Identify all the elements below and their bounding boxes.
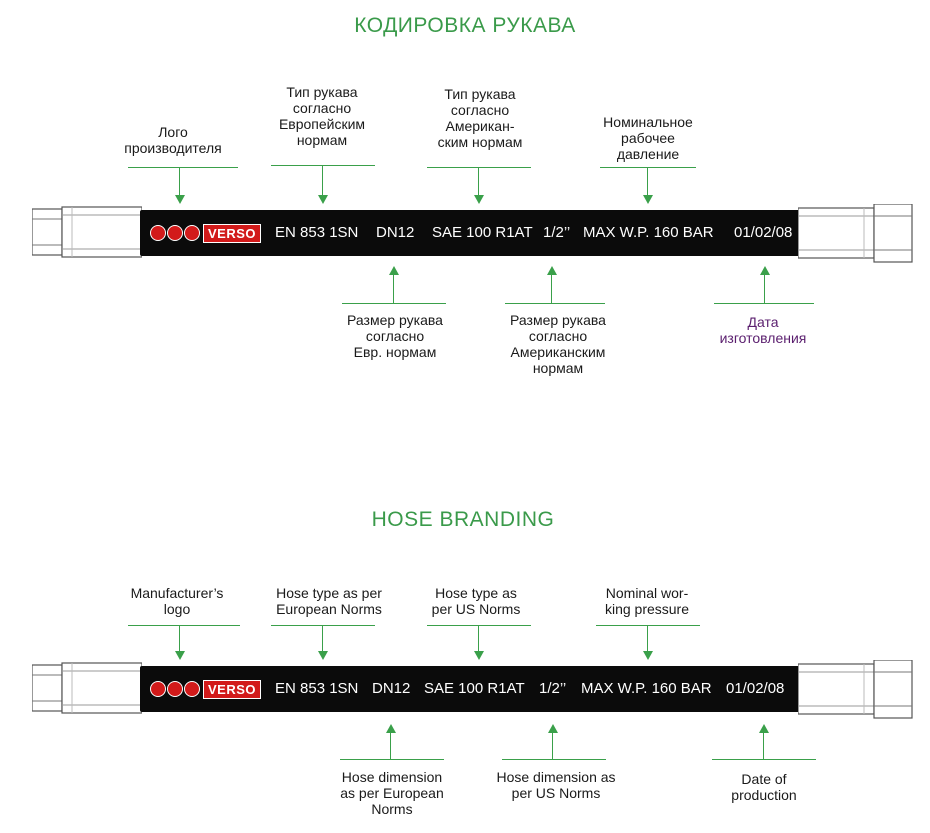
hose-date: 01/02/08: [734, 224, 793, 241]
arrow-down-icon: [175, 195, 185, 204]
hose-dn: DN12: [372, 680, 411, 697]
arrow-down-icon: [318, 651, 328, 660]
connector-line: [712, 759, 816, 760]
connector-line: [342, 303, 446, 304]
connector-line: [390, 733, 391, 759]
hose-pressure: MAX W.P. 160 BAR: [583, 224, 714, 241]
connector-line: [271, 165, 375, 166]
label-pressure-ru: Номинальное рабочее давление: [603, 114, 693, 162]
logo-dot-icon: [184, 225, 200, 241]
arrow-down-icon: [318, 195, 328, 204]
logo-dot-icon: [150, 681, 166, 697]
arrow-up-icon: [389, 266, 399, 275]
connector-line: [647, 167, 648, 195]
label-eu-type-en: Hose type as per European Norms: [276, 585, 382, 617]
label-eu-type-ru: Тип рукава согласно Европейским нормам: [278, 84, 366, 148]
label-logo-en: Manufacturer’s logo: [130, 585, 224, 617]
left-fitting: [32, 205, 142, 266]
right-fitting: [798, 660, 916, 725]
hose-body: [140, 666, 800, 712]
connector-line: [647, 625, 648, 651]
hose-sae: SAE 100 R1AT: [432, 224, 533, 241]
title-ru: КОДИРОВКА РУКАВА: [354, 14, 576, 37]
arrow-up-icon: [548, 724, 558, 733]
logo-text: VERSO: [203, 680, 261, 699]
label-us-size-en: Hose dimension as per US Norms: [496, 769, 616, 801]
label-us-size-ru: Размер рукава согласно Американским нормам: [510, 312, 606, 376]
connector-line: [179, 625, 180, 651]
title-en: HOSE BRANDING: [371, 508, 555, 531]
left-fitting: [32, 661, 142, 722]
hose-body: [140, 210, 800, 256]
connector-line: [128, 625, 240, 626]
hose-size: 1/2’’: [539, 680, 567, 697]
label-us-type-ru: Тип рукава согласно Американ- ским нормам: [437, 86, 523, 150]
arrow-down-icon: [643, 195, 653, 204]
connector-line: [179, 167, 180, 195]
connector-line: [478, 167, 479, 195]
label-eu-size-en: Hose dimension as per European Norms: [340, 769, 444, 817]
connector-line: [552, 733, 553, 759]
logo-dot-icon: [167, 681, 183, 697]
arrow-down-icon: [175, 651, 185, 660]
connector-line: [340, 759, 444, 760]
arrow-down-icon: [474, 195, 484, 204]
hose-en-norm: EN 853 1SN: [275, 224, 359, 241]
label-logo-ru: Лого производителя: [124, 124, 222, 156]
label-pressure-en: Nominal wor- king pressure: [604, 585, 690, 617]
arrow-up-icon: [547, 266, 557, 275]
connector-line: [393, 275, 394, 303]
connector-line: [502, 759, 606, 760]
connector-line: [714, 303, 814, 304]
logo-dot-icon: [184, 681, 200, 697]
hose-size: 1/2’’: [543, 224, 571, 241]
arrow-up-icon: [386, 724, 396, 733]
connector-line: [271, 625, 375, 626]
hose-dn: DN12: [376, 224, 415, 241]
connector-line: [478, 625, 479, 651]
connector-line: [551, 275, 552, 303]
arrow-up-icon: [759, 724, 769, 733]
arrow-up-icon: [760, 266, 770, 275]
label-us-type-en: Hose type as per US Norms: [431, 585, 521, 617]
connector-line: [427, 167, 531, 168]
connector-line: [128, 167, 238, 168]
connector-line: [764, 275, 765, 303]
logo-dot-icon: [150, 225, 166, 241]
connector-line: [600, 167, 696, 168]
hose-sae: SAE 100 R1AT: [424, 680, 525, 697]
manufacturer-logo: [150, 223, 261, 243]
label-date-ru: Дата изготовления: [719, 314, 807, 346]
connector-line: [427, 625, 531, 626]
connector-line: [763, 733, 764, 759]
manufacturer-logo: [150, 679, 261, 699]
logo-text: VERSO: [203, 224, 261, 243]
hose-date: 01/02/08: [726, 680, 785, 697]
logo-dot-icon: [167, 225, 183, 241]
label-eu-size-ru: Размер рукава согласно Евр. нормам: [347, 312, 443, 360]
arrow-down-icon: [474, 651, 484, 660]
arrow-down-icon: [643, 651, 653, 660]
hose-en-norm: EN 853 1SN: [275, 680, 359, 697]
hose-pressure: MAX W.P. 160 BAR: [581, 680, 712, 697]
label-date-en: Date of production: [731, 771, 797, 803]
connector-line: [505, 303, 605, 304]
right-fitting: [798, 204, 916, 269]
connector-line: [596, 625, 700, 626]
connector-line: [322, 625, 323, 651]
connector-line: [322, 165, 323, 195]
